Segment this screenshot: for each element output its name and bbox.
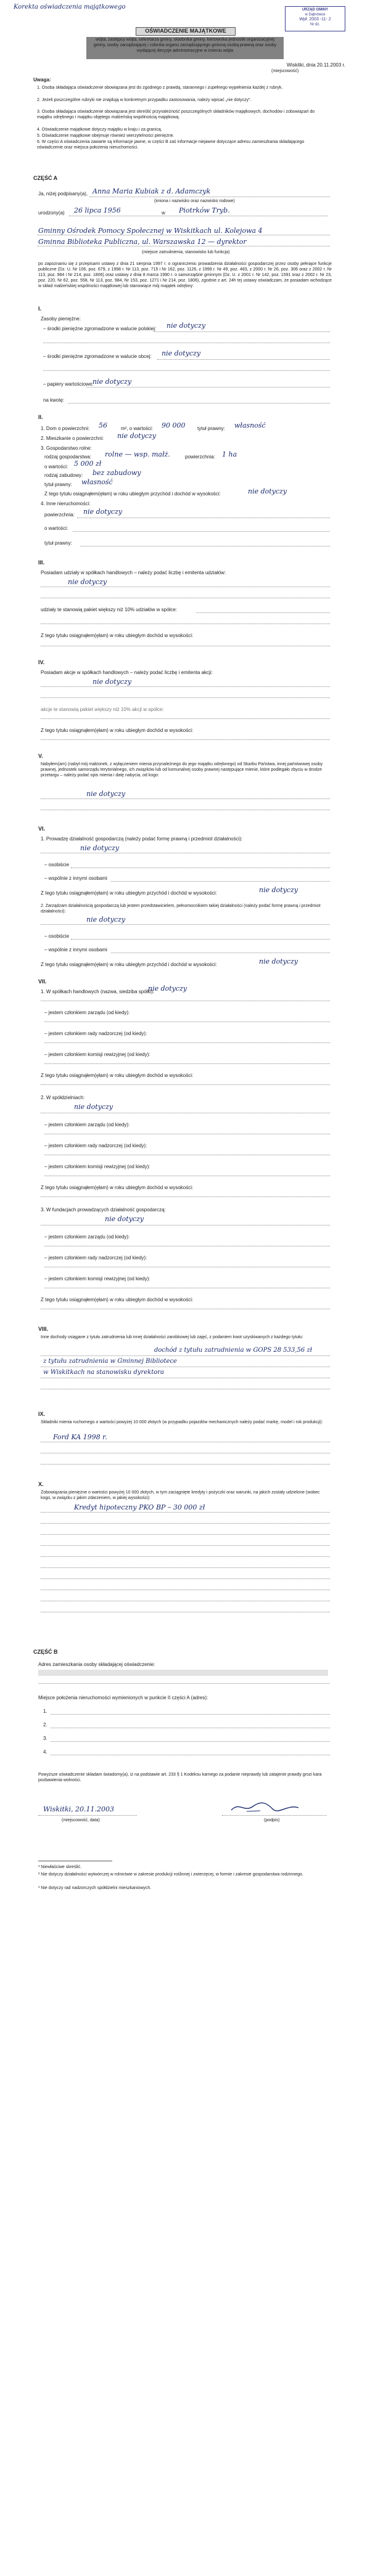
uwaga-item: 1. Osoba składająca oświadczenie obowiązana jest do zgodnego z prawdą, starannego i zupełnego wypełnienia każdej z rubryk. (37, 86, 283, 90)
name-hint: (imiona i nazwisko oraz nazwisko rodowe) (154, 199, 235, 203)
section-10-text: Zobowiązania pieniężne o wartości powyżej 10 000 złotych, w tym zaciągnięte kredyty i pożyczki oraz warunki, na jakich zostały udzielone (wobec kogo, w związku z jakim zdarzeniem, w jakiej wysokości): (41, 1490, 320, 1500)
section-3-10pct-line (196, 612, 330, 613)
stamp-line-3: Wpł. 2003 -11- 2 (299, 17, 331, 22)
section-8-value-2: z tytułu zatrudnienia w Gminnej Bibliotece (43, 1358, 177, 1365)
stamp-line-2: w Dąbrówce (305, 13, 326, 17)
section-4-line-2 (41, 697, 330, 698)
section-7-heading: VII. (38, 978, 47, 985)
section-2-heading: II. (38, 414, 43, 420)
section-6-1-dochod: Z tego tytułu osiągnąłem(ęłam) w roku ubiegłym przychód i dochód w wysokości: (41, 890, 217, 896)
section-6-2-dochod-value: nie dotyczy (259, 957, 298, 965)
dom-m2-label: m², o wartości: (121, 426, 154, 431)
uwaga-title: Uwaga: (33, 77, 51, 83)
section-b-item: 2. (43, 1722, 47, 1728)
section-7-1-zarzad: – jestem członkiem zarządu (od kiedy): (44, 1010, 130, 1015)
section-6-1-osobiscie: – osobiście (44, 862, 70, 867)
section-9-text: Składniki mienia ruchomego o wartości powyżej 10 000 złotych (w przypadku pojazdów mechanicznych należy podać markę, model i rok produkcji): (41, 1420, 323, 1424)
gosp-dochod-value: nie dotyczy (248, 487, 287, 495)
section-6-1-wspolnie: – wspólnie z innymi osobami (44, 876, 107, 881)
birth-place: Piotrków Tryb. (179, 206, 230, 214)
na-kwote-label: na kwotę: (43, 397, 65, 403)
birth-in-label: w (162, 210, 165, 216)
footnote: ³ Nie dotyczy rad nadzorczych spółdzielni mieszkaniowych. (38, 1886, 152, 1890)
footnote: ¹ Niewłaściwe skreślić. (38, 1865, 82, 1869)
section-b-item: 1. (43, 1709, 47, 1714)
section-8-line-1 (41, 1355, 330, 1356)
section-7-1-rada-line (44, 1042, 330, 1043)
section-4-value: nie dotyczy (92, 678, 132, 686)
section-10-line-1 (41, 1512, 330, 1513)
section-1-heading: I. (38, 306, 42, 312)
section-4-dochod: Z tego tytułu osiągnąłem(ęłam) w roku ubiegłym dochód w wysokości: (41, 728, 194, 733)
section-10-line-4 (41, 1545, 330, 1546)
section-7-2-rada: – jestem członkiem rady nadzorczej (od kiedy): (44, 1143, 147, 1148)
section-10-heading: X. (38, 1481, 44, 1487)
section-4-text: Posiadam akcje w spółkach handlowych – należy podać liczbę i emitenta akcji: (41, 670, 213, 675)
section-7-2-komisja: – jestem członkiem komisji rewizyjnej (od kiedy): (44, 1164, 150, 1169)
section-6-2-osobiscie-line (71, 939, 330, 940)
sign-place-date: Wiskitki, 20.11.2003 (43, 1805, 115, 1813)
section-8-value-1: dochód z tytułu zatrudnienia w GOPS 28 533,56 zł (154, 1347, 312, 1354)
ja-nizej-label: Ja, niżej podpisany(a), (38, 191, 88, 197)
date-place-hint: (miejscowość) (271, 69, 299, 73)
section-b-address-redacted (38, 1670, 328, 1676)
section-6-1-text: 1. Prowadzę działalność gospodarczą (należy podać formę prawną i przedmiot działalności): (41, 836, 243, 842)
mieszkanie-label: 2. Mieszkanie o powierzchni: (41, 436, 104, 441)
gosp-tytul-label: tytuł prawny: (44, 482, 72, 487)
employer-hint: (miejsce zatrudnienia, stanowisko lub funkcja) (142, 250, 230, 254)
stamp-line-1: URZĄD GMINY (302, 8, 329, 12)
section-7-3-zarzad: – jestem członkiem zarządu (od kiedy): (44, 1234, 130, 1240)
section-7-1-dochod-line (41, 1084, 330, 1085)
section-b-item-line (51, 1741, 330, 1742)
papiery-label: – papiery wartościowe: (43, 381, 94, 387)
mieszkanie-value: nie dotyczy (117, 432, 157, 440)
gosp-rodzaj-value: rolne — wsp. małż. (105, 450, 170, 458)
dom-title: własność (234, 421, 266, 429)
zasoby-label: Zasoby pieniężne: (41, 316, 81, 322)
section-8-heading: VIII. (38, 1326, 49, 1332)
section-6-2-text: 2. Zarządzam działalnością gospodarczą lub jestem przedstawicielem, pełnomocnikiem takiej działalności (należy podać formę prawną i przedmiot działalności): (41, 904, 321, 914)
section-6-2-value: nie dotyczy (86, 916, 126, 924)
section-6-2-wspolnie: – wspólnie z innymi osobami (44, 947, 107, 953)
section-6-1-wspolnie-line (111, 881, 330, 882)
uwaga-item: 3. Osoba składająca oświadczenie obowiązana jest określić przynależność poszczególnych składników majątkowych, dochodów i zobowiązań do majątku odrębnego i majątku objętego małżeńską wspólnością majątkową. (37, 110, 315, 120)
signature-line (222, 1815, 327, 1816)
section-5-line-1 (41, 798, 330, 799)
papiery-value: nie dotyczy (92, 378, 132, 386)
gosp-value-label: o wartości: (44, 464, 68, 469)
section-3-heading: III. (38, 559, 45, 566)
section-6-1-value: nie dotyczy (80, 844, 120, 852)
birth-date: 26 lipca 1956 (74, 206, 121, 214)
section-4-line-1 (41, 686, 330, 687)
section-9-value: Ford KA 1998 r. (53, 1433, 107, 1441)
date-place: Wiskitki, dnia 20.11.2003 r. (286, 62, 345, 68)
section-3-value: nie dotyczy (68, 578, 107, 586)
section-10-line-5 (41, 1556, 330, 1557)
inne-tytul-label: tytuł prawny: (44, 540, 72, 546)
sign-place-hint: (miejscowość, data) (62, 1818, 100, 1822)
section-7-2-zarzad: – jestem członkiem zarządu (od kiedy): (44, 1122, 130, 1128)
section-7-1-komisja-line (44, 1063, 330, 1064)
gosp-pow-label: powierzchnia: (185, 454, 215, 460)
inne-wartosci-line (73, 531, 330, 532)
section-a-heading: CZĘŚĆ A (33, 175, 58, 181)
section-6-2-dochod: Z tego tytułu osiągnąłem(ęłam) w roku ubiegłym przychód i dochód w wysokości: (41, 962, 217, 967)
section-7-3-text: 3. W fundacjach prowadzących działalność gospodarczą: (41, 1207, 166, 1213)
gosp-tytul-value: własność (81, 478, 113, 486)
inne-wartosci-label: o wartości: (44, 526, 68, 531)
section-7-3-rada: – jestem członkiem rady nadzorczej (od kiedy): (44, 1255, 147, 1261)
section-8-text: Inne dochody osiągane z tytułu zatrudnienia lub innej działalności zarobkowej lub zajęć, z podaniem kwot uzyskiwanych z każdego tytułu: (41, 1335, 303, 1339)
dom-title-label: tytuł prawny: (197, 426, 225, 431)
gosp-zab-value: bez zabudowy (92, 469, 141, 477)
dom-label: 1. Dom o powierzchni: (41, 426, 90, 431)
uwaga-item: 4. Oświadczenie majątkowe dotyczy majątku w kraju i za granicą. (37, 128, 162, 132)
section-4-heading: IV. (38, 659, 45, 665)
inne-pow-value: nie dotyczy (83, 508, 123, 516)
section-10-value: Kredyt hipoteczny PKO BP – 30 000 zł (74, 1503, 205, 1511)
inne-label: 4. Inne nieruchomości: (41, 501, 91, 506)
section-b-location-label: Miejsce położenia nieruchomości wymienionych w punkcie II części A (adres): (38, 1695, 208, 1700)
section-b-heading: CZĘŚĆ B (33, 1649, 58, 1655)
section-3-10pct: udziały te stanowią pakiet większy niż 10% udziałów w spółce: (41, 607, 177, 612)
legal-text: po zapoznaniu się z przepisami ustawy z dnia 21 sierpnia 1997 r. o ograniczeniu prowadzenia działalności gospodarczej przez osoby pełniące funkcje publiczne (Dz. U. Nr 106, poz. 679, z 1998 r. Nr 113, poz. 715 i Nr 162, poz. 1126, z 1999 r. Nr 49, poz. 483, z 2000 r. Nr 26, poz. 306 oraz z 2002 r. Nr 113, poz. 984 i Nr 214, poz. 1806) oraz ustawy z dnia 8 marca 1990 r. o samorządzie gminnym (Dz. U. z 2001 r. Nr 142, poz. 1591 oraz z 2002 r. Nr 23, poz. 220, Nr 62, poz. 558, Nr 113, poz. 984, Nr 153, poz. 1271 i Nr 214, poz. 1806), zgodnie z art. 24h tej ustawy oświadczam, że posiadam wchodzące w skład małżeńskiej wspólności majątkowej lub stanowiące mój majątek odrębny: (38, 262, 332, 288)
section-b-item: 4. (43, 1749, 47, 1755)
dom-value: 90 000 (162, 421, 186, 429)
gosp-value: 5 000 zł (74, 460, 102, 468)
zasoby-pln-label: – środki pieniężne zgromadzone w walucie polskiej: (43, 326, 157, 331)
final-declaration: Powyższe oświadczenie składam świadomy(a), iż na podstawie art. 233 § 1 Kodeksu karnego za podanie nieprawdy lub zatajenie prawdy grozi kara pozbawienia wolności. (38, 1773, 322, 1782)
zasoby-obca-label: – środki pieniężne zgromadzone w walucie obcej: (43, 354, 152, 359)
section-5-value: nie dotyczy (86, 790, 126, 798)
section-7-3-dochod: Z tego tytułu osiągnąłem(ęłam) w roku ubiegłym dochód w wysokości: (41, 1297, 194, 1302)
section-b-address-label: Adres zamieszkania osoby składającej oświadczenie: (38, 1662, 155, 1667)
section-4-line-3 (41, 718, 330, 719)
uwaga-item: 6. W części A oświadczenia zawarte są informacje jawne, w części B zaś informacje niejawne dotyczące adresu zamieszkania składającego oświadczenie oraz miejsca położenia nieruchomości. (37, 140, 305, 150)
na-kwote-line (68, 403, 330, 404)
section-6-heading: VI. (38, 826, 46, 832)
section-b-address-line (38, 1683, 330, 1684)
stamp-line-4: Nr dz. (310, 23, 320, 26)
zasoby-pln-line (154, 331, 330, 332)
section-6-1-dochod-value: nie dotyczy (259, 886, 298, 894)
section-7-1-komisja: – jestem członkiem komisji rewizyjnej (od kiedy): (44, 1052, 150, 1057)
section-7-1-dochod: Z tego tytułu osiągnąłem(ęłam) w roku ubiegłym dochód w wysokości: (41, 1073, 194, 1078)
section-9-line-3 (41, 1464, 330, 1465)
section-7-1-rada: – jestem członkiem rady nadzorczej (od kiedy): (44, 1031, 147, 1036)
section-6-2-line (41, 924, 330, 925)
section-7-1-value: nie dotyczy (148, 985, 187, 993)
section-b-item-line (51, 1714, 330, 1715)
section-7-3-komisja: – jestem członkiem komisji rewizyjnej (od kiedy): (44, 1276, 150, 1282)
zasoby-obca-value: nie dotyczy (162, 349, 201, 357)
zasoby-pln-value: nie dotyczy (166, 322, 206, 330)
uwaga-item: 5. Oświadczenie majątkowe obejmuje również wierzytelności pieniężne. (37, 134, 175, 138)
uwaga-item: 2. Jeżeli poszczególne rubryki nie znajdują w konkretnym przypadku zastosowania, należy wpisać „nie dotyczy”. (37, 98, 252, 102)
office-stamp (285, 6, 345, 31)
gosp-label: 3. Gospodarstwo rolne: (41, 445, 92, 451)
papiery-line (86, 387, 330, 388)
section-6-2-osobiscie: – osobiście (44, 933, 70, 939)
section-3-text: Posiadam udziały w spółkach handlowych – należy podać liczbę i emitenta udziałów: (41, 570, 226, 575)
section-10-line-3 (41, 1534, 330, 1535)
section-3-dochod: Z tego tytułu osiągnąłem(ęłam) w roku ubiegłym dochód w wysokości: (41, 633, 194, 638)
sign-place-line (38, 1815, 137, 1816)
declarant-name: Anna Maria Kubiak z d. Adamczyk (92, 187, 211, 195)
gosp-rodzaj-label: rodzaj gospodarstwa: (44, 454, 92, 460)
dom-area: 56 (99, 421, 107, 429)
section-5-heading: V. (38, 753, 43, 759)
section-4-line-4 (41, 739, 330, 740)
form-title: OŚWIADCZENIE MAJĄTKOWE (136, 27, 236, 36)
section-9-heading: IX. (38, 1411, 46, 1417)
employer-line-2: Gminna Biblioteka Publiczna, ul. Warszawska 12 — dyrektor (38, 238, 247, 246)
section-7-2-value: nie dotyczy (74, 1103, 113, 1111)
gosp-pow-value: 1 ha (222, 450, 237, 458)
redaction-block-header (86, 37, 284, 59)
section-8-value-3: w Wiskitkach na stanowisku dyrektora (43, 1369, 165, 1376)
section-7-2-dochod: Z tego tytułu osiągnąłem(ęłam) w roku ubiegłym dochód w wysokości: (41, 1185, 194, 1190)
inne-pow-label: powierzchnia: (44, 512, 75, 518)
signature-hint: (podpis) (264, 1818, 280, 1822)
gosp-dochod-label: Z tego tytułu osiągnąłem(ęłam) w roku ubiegłym przychód i dochód w wysokości: (44, 491, 221, 497)
zasoby-blank-line-2 (43, 370, 330, 371)
section-4-10pct: akcje te stanowią pakiet większy niż 10% akcji w spółce: (41, 707, 164, 712)
birth-label: urodzony(a) (38, 210, 65, 216)
zasoby-obca-line (157, 359, 330, 360)
footnote: ² Nie dotyczy działalności wytwórczej w rolnictwie w zakresie produkcji roślinnej i zwierzęcej, w formie i zakresie gospodarstwa rodzinnego. (38, 1872, 303, 1877)
section-7-1-text: 1. W spółkach handlowych (nazwa, siedziba spółki): (41, 989, 155, 994)
section-10-line-6 (41, 1567, 330, 1568)
section-6-1-osobiscie-line (71, 867, 330, 868)
section-7-3-value: nie dotyczy (105, 1215, 144, 1223)
section-7-2-text: 2. W spółdzielniach: (41, 1095, 85, 1100)
signature-mark (228, 1800, 302, 1814)
section-b-item: 3. (43, 1736, 47, 1741)
top-handwritten-note: Korekta oświadczenia majątkowego (14, 4, 126, 10)
section-5-text: Nabyłem(am) (nabył mój małżonek, z wyłączeniem mienia przynależnego do jego majątku odrębnego) od Skarbu Państwa, innej państwowej osoby prawnej, jednostek samorządu terytorialnego, ich związków lub od komunalnej osoby prawnej następujące mienie, które podlegało zbyciu w drodze przetargu – należy podać opis mienia i datę nabycia, od kogo: (41, 762, 323, 778)
employer-line-1: Gminny Ośrodek Pomocy Społecznej w Wiskitkach ul. Kolejowa 4 (38, 227, 263, 235)
section-10-line-2 (41, 1523, 330, 1524)
gosp-zab-label: rodzaj zabudowy: (44, 473, 83, 478)
